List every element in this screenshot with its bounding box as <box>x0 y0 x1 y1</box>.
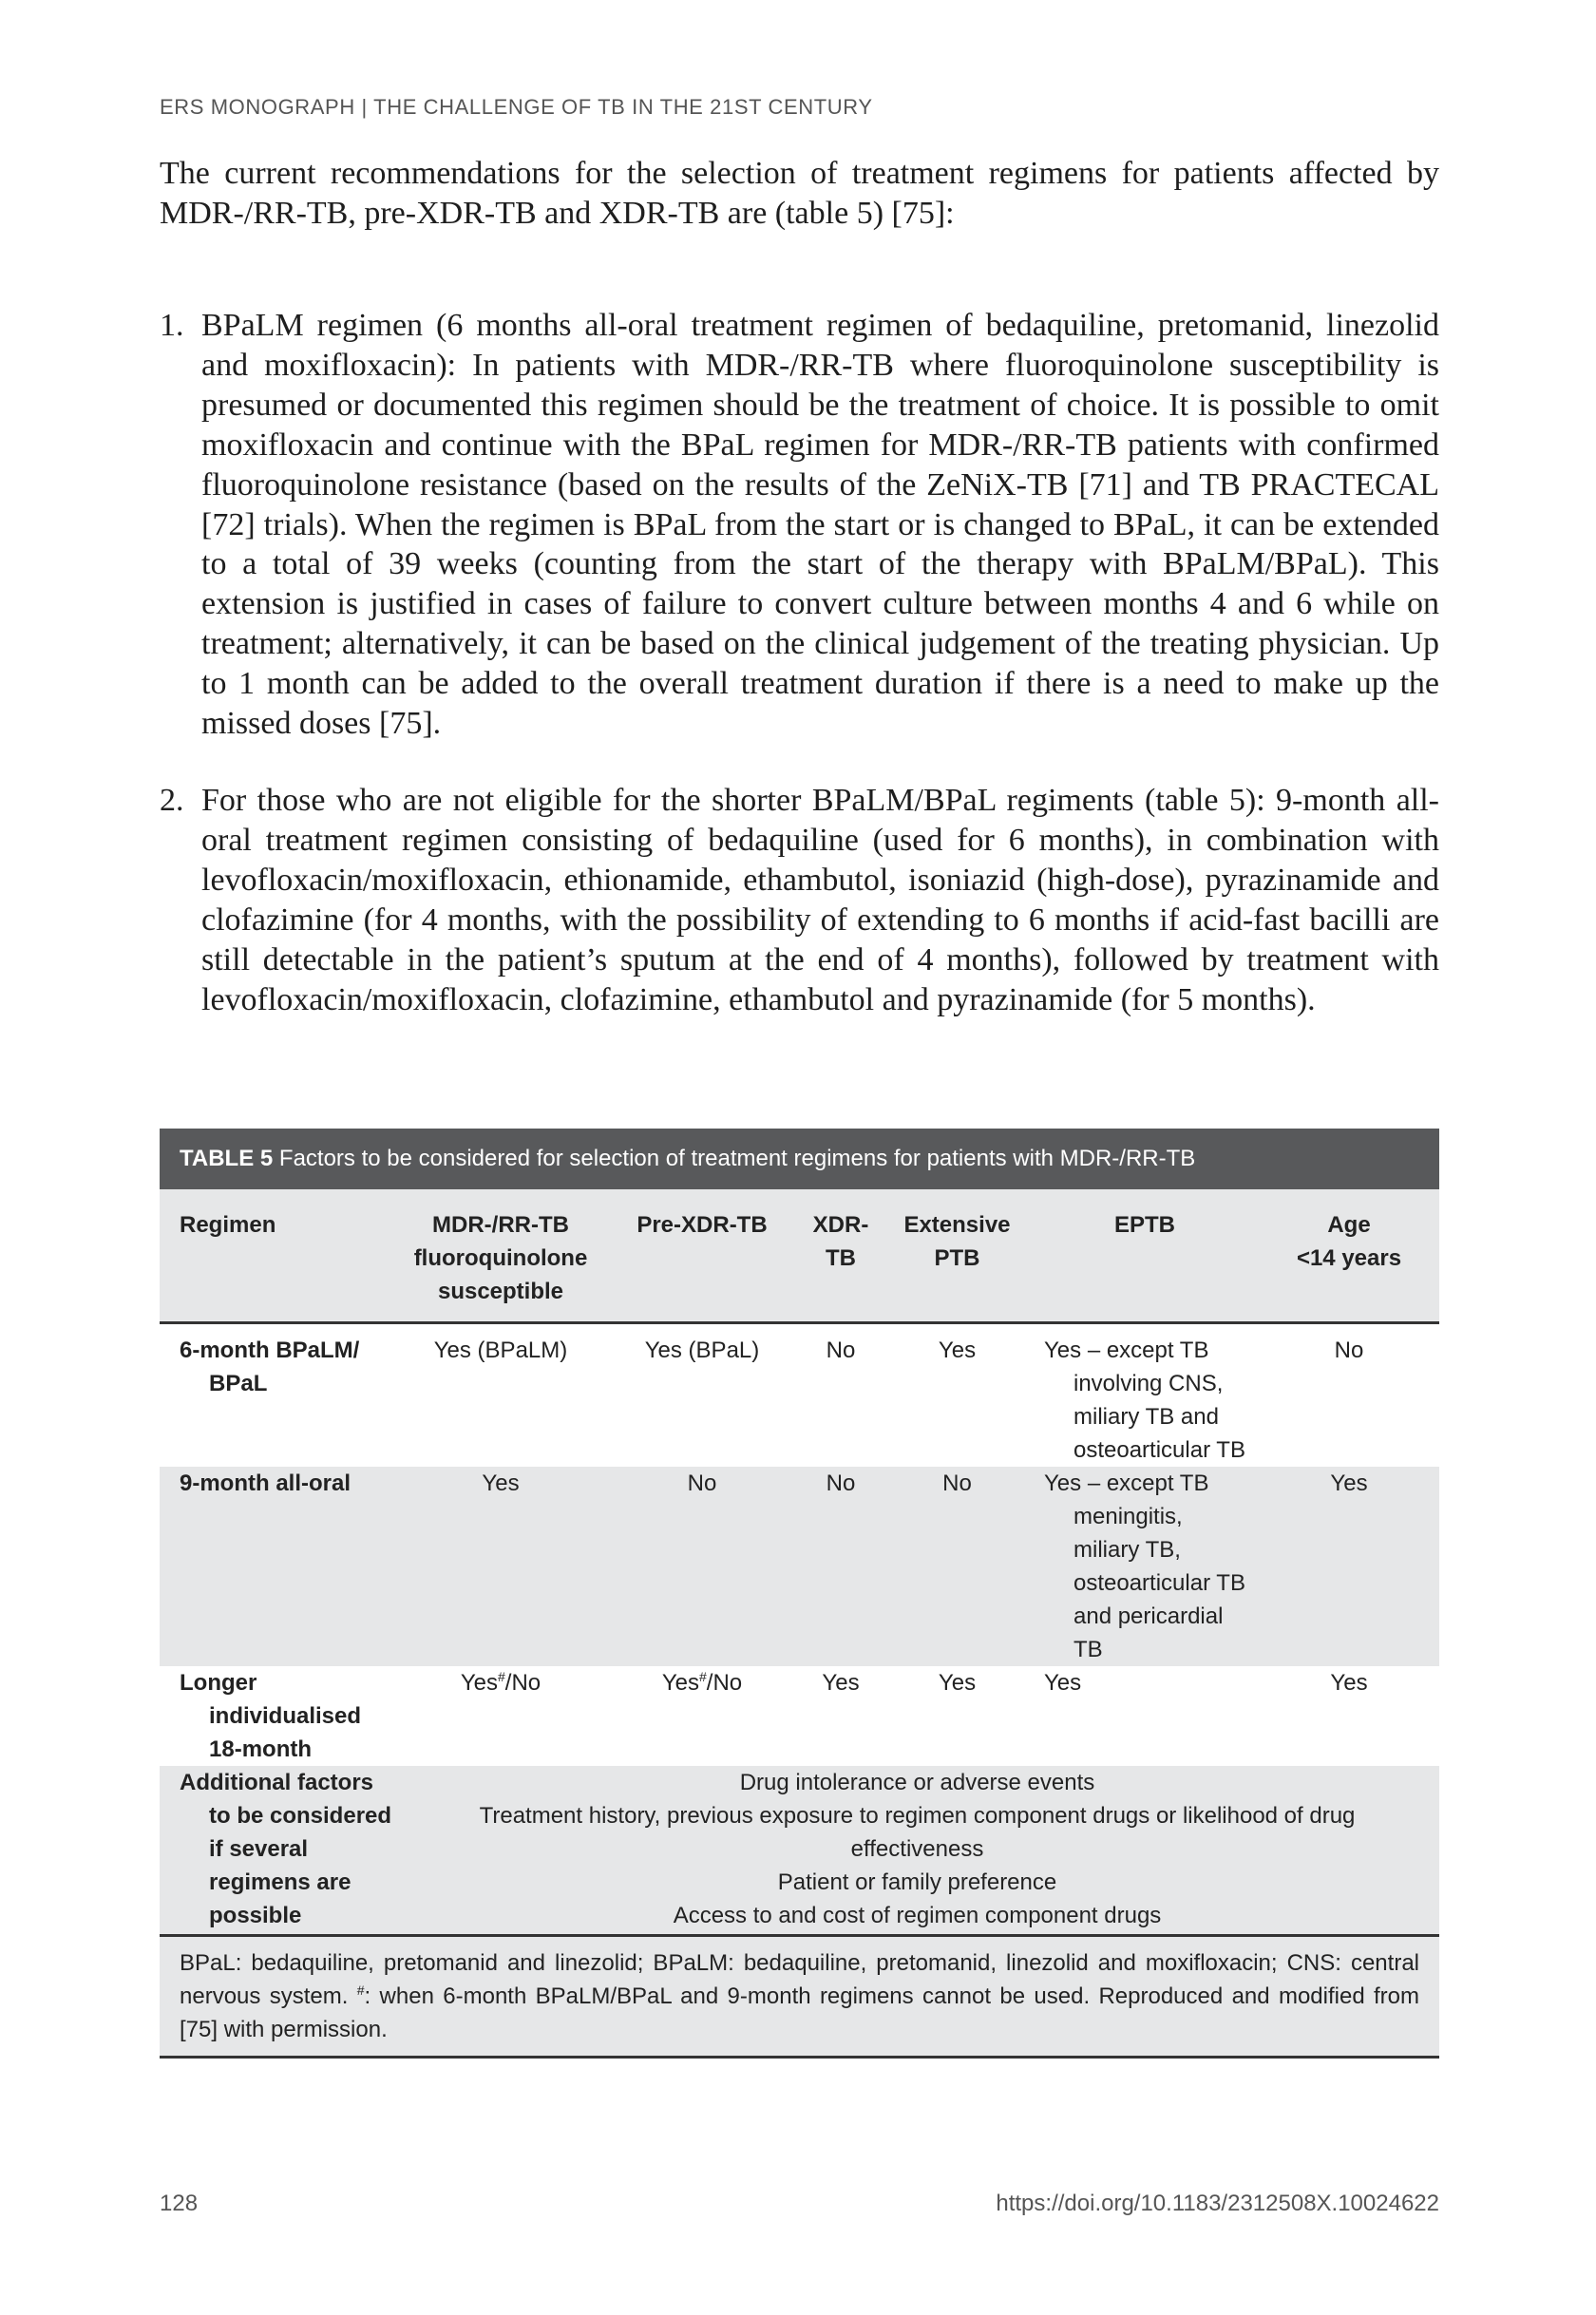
list-item-text: BPaLM regimen (6 months all-oral treatment regimen of bedaquiline, pretomanid, linezolid and moxifloxacin): In patients with MDR-/RR-TB where fluoroquinolone susceptibility is presumed or documented this regimen should be the treatment of choice. It is possible to omit moxifloxacin and continue with the BPaL regimen for MDR-/RR-TB patients with confirmed fluoroquinolone resistance (based on the results of the ZeNiX-TB [71] and TB PRACTECAL [72] trials). When the regimen is BPaL from the start or is changed to BPaL, it can be extended to a total of 39 weeks (counting from the start of the therapy with BPaLM/BPaL). This extension is justified in cases of failure to convert culture between months 4 and 6 while on treatment; alternatively, it can be based on the clinical judgement of the treating physician. Up to 1 month can be added to the overall treatment duration if there is a need to make up the missed doses [75]. <box>201 308 1439 742</box>
cell-eptb: Yes <box>1044 1670 1082 1696</box>
cell-xdr: No <box>826 1338 856 1363</box>
table-row <box>160 1467 1439 1666</box>
recommendation-list-1 <box>160 306 1439 744</box>
col-header-extensive-ptb <box>884 1189 1031 1323</box>
col-header-eptb: EPTB <box>1031 1189 1259 1323</box>
header-line: susceptible <box>437 1279 564 1304</box>
table-caption-text: Factors to be considered for selection of treatment regimens for patients with MDR-/RR-TB <box>278 1146 1196 1171</box>
header-line: Extensive <box>903 1212 1011 1238</box>
cell-eptb: Yes – except TB involving CNS, miliary TB and osteoarticular TB <box>1044 1338 1245 1463</box>
list-number: 2. <box>160 783 184 818</box>
cell-fq: Yes <box>482 1471 520 1496</box>
header-line: Age <box>1327 1212 1371 1238</box>
table-caption <box>160 1129 1439 1189</box>
cell-extensive-ptb: No <box>942 1471 972 1496</box>
row-header: 6-month BPaLM/ BPaL <box>180 1338 360 1396</box>
row-header: Additional factors to be considered if several regimens are possible <box>160 1766 395 1936</box>
header-line: MDR-/RR-TB <box>432 1212 569 1238</box>
list-number: 1. <box>160 308 184 343</box>
cell-fq: Yes#/No <box>460 1669 542 1696</box>
table-5 <box>160 1129 1439 2059</box>
cell-xdr: No <box>826 1471 856 1496</box>
col-header-regimen: Regimen <box>160 1189 395 1323</box>
cell-age: Yes <box>1330 1471 1368 1496</box>
table-label: TABLE 5 <box>180 1146 274 1171</box>
footnote-marker: # <box>356 1983 365 1998</box>
cell-eptb: Yes – except TB meningitis, miliary TB, osteoarticular TB and pericardial TB <box>1044 1471 1245 1662</box>
list-item <box>160 781 1439 1019</box>
row-header: 9-month all-oral <box>180 1471 352 1496</box>
footnote-marker: # <box>498 1669 505 1684</box>
header-line: PTB <box>934 1245 980 1271</box>
cell-age: Yes <box>1330 1670 1368 1696</box>
factor-item: Treatment history, previous exposure to regimen component drugs or likelihood of drug effectiveness <box>479 1803 1356 1862</box>
table-row-additional <box>160 1766 1439 1936</box>
cell-prexdr: Yes#/No <box>661 1669 743 1696</box>
col-header-age <box>1259 1189 1439 1323</box>
cell-prexdr: Yes (BPaL) <box>644 1338 760 1363</box>
additional-factors <box>395 1766 1439 1936</box>
cell-extensive-ptb: Yes <box>938 1338 977 1363</box>
cell-age: No <box>1334 1338 1364 1363</box>
doi-link[interactable]: https://doi.org/10.1183/2312508X.10024622 <box>996 2191 1439 2216</box>
table-row <box>160 1323 1439 1468</box>
col-header-xdr: XDR-TB <box>798 1189 884 1323</box>
running-head: ERS MONOGRAPH | THE CHALLENGE OF TB IN THE 21ST CENTURY <box>160 95 873 119</box>
cell-extensive-ptb: Yes <box>938 1670 977 1696</box>
header-line: fluoroquinolone <box>413 1245 588 1271</box>
regimen-table <box>160 1189 1439 1937</box>
list-item-text: For those who are not eligible for the shorter BPaLM/BPaL regiments (table 5): 9-month all-oral treatment regimen consisting of bedaquiline (used for 6 months), in combination with levofloxacin/moxifloxacin, ethionamide, ethambutol, isoniazid (high-dose), pyrazinamide and clofazimine (for 4 months, with the possibility of extending to 6 months if acid-fast bacilli are still detectable in the patient’s sputum at the end of 4 months), followed by treatment with levofloxacin/moxifloxacin, clofazimine, ethambutol and pyrazinamide (for 5 months). <box>201 783 1439 1017</box>
factor-item: Drug intolerance or adverse events <box>739 1770 1095 1795</box>
factor-item: Patient or family preference <box>777 1869 1057 1895</box>
intro-paragraph: The current recommendations for the selection of treatment regimens for patients affected by MDR-/RR-TB, pre-XDR-TB and XDR-TB are (table 5) [75]: <box>160 156 1439 231</box>
list-item <box>160 306 1439 744</box>
col-header-prexdr: Pre-XDR-TB <box>606 1189 798 1323</box>
table-footnote: BPaL: bedaquiline, pretomanid and linezolid; BPaLM: bedaquiline, pretomanid, linezolid and moxifloxacin; CNS: central nervous system. #: when 6-month BPaLM/BPaL and 9-month regimens cannot be used. Reproduced and modified from [75] with permission. <box>160 1937 1439 2059</box>
header-line: <14 years <box>1296 1245 1402 1271</box>
cell-prexdr: No <box>687 1471 717 1496</box>
page-number: 128 <box>160 2191 199 2216</box>
row-header: Longer individualised 18-month <box>180 1670 362 1762</box>
factor-item: Access to and cost of regimen component drugs <box>673 1903 1162 1928</box>
footnote-marker: # <box>699 1669 707 1684</box>
table-row <box>160 1666 1439 1766</box>
cell-fq: Yes (BPaLM) <box>433 1338 568 1363</box>
col-header-fq-susceptible <box>395 1189 606 1323</box>
recommendation-list-2 <box>160 781 1439 1019</box>
table-header-row <box>160 1189 1439 1323</box>
cell-xdr: Yes <box>822 1670 860 1696</box>
